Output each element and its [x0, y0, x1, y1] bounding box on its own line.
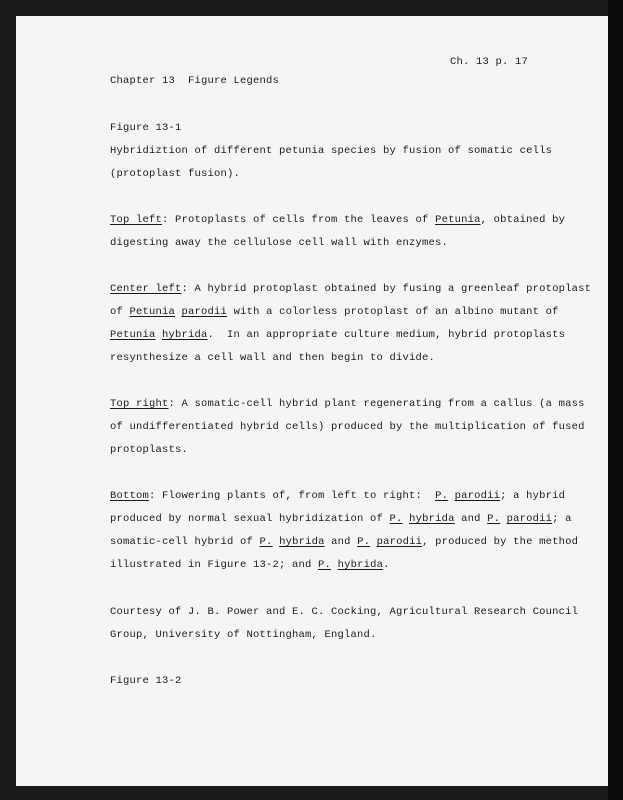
bottom-text: illustrated in Figure 13-2; and [110, 559, 319, 571]
petunia-genus: Petunia [435, 214, 481, 226]
top-left-line-1 [110, 214, 565, 226]
bottom-line-3 [110, 536, 578, 548]
bottom-text: . [383, 559, 390, 571]
genus-abbrev: P. [389, 513, 403, 525]
figure-13-2-label: Figure 13-2 [110, 675, 182, 687]
document-page [16, 16, 608, 786]
center-left-text: . In an appropriate culture medium, hybrid protoplasts [207, 329, 566, 341]
courtesy-line-2: Group, University of Nottingham, England. [110, 629, 377, 641]
top-right-heading: Top right [110, 398, 169, 410]
petunia-genus: Petunia [110, 329, 156, 341]
chapter-title: Chapter 13 Figure Legends [110, 75, 280, 87]
bottom-line-2 [110, 513, 572, 525]
bottom-text: and [454, 513, 488, 525]
bottom-text: ; a hybrid [500, 490, 566, 502]
center-left-heading: Center left [110, 283, 182, 295]
top-left-heading: Top left [110, 214, 163, 226]
hybrida-species: hybrida [162, 329, 208, 341]
bottom-text: ; a [552, 513, 572, 525]
bottom-text: produced by normal sexual hybridization of [110, 513, 390, 525]
parodii-species: parodii [181, 306, 228, 318]
figure-13-1-title-line-2: (protoplast fusion). [110, 168, 241, 180]
center-left-text: of [110, 306, 130, 318]
genus-abbrev: P. [435, 490, 449, 502]
parodii-species: parodii [506, 513, 553, 525]
top-right-text: : A somatic-cell hybrid plant regenerating from a callus (a mass [168, 398, 585, 410]
top-left-line-2: digesting away the cellulose cell wall with enzymes. [110, 237, 449, 249]
genus-abbrev: P. [259, 536, 273, 548]
hybrida-species: hybrida [337, 559, 384, 571]
top-right-line-1 [110, 398, 585, 410]
top-left-text-end: , obtained by [480, 214, 566, 226]
center-left-text: with a colorless protoplast of an albino mutant of [227, 306, 559, 318]
petunia-genus: Petunia [129, 306, 176, 318]
bottom-text: and [324, 536, 358, 548]
bottom-line-1 [110, 490, 565, 502]
parodii-species: parodii [376, 536, 423, 548]
parodii-species: parodii [454, 490, 501, 502]
bottom-heading: Bottom [110, 490, 150, 502]
bottom-text: , produced by the method [422, 536, 579, 548]
center-left-line-4: resynthesize a cell wall and then begin to divide. [110, 352, 436, 364]
genus-abbrev: P. [357, 536, 371, 548]
hybrida-species: hybrida [409, 513, 455, 525]
bottom-text: somatic-cell hybrid of [110, 536, 260, 548]
center-left-line-2 [110, 306, 559, 318]
courtesy-line-1: Courtesy of J. B. Power and E. C. Cocking, Agricultural Research Council [110, 606, 579, 618]
genus-abbrev: P. [318, 559, 332, 571]
page-reference: Ch. 13 p. 17 [450, 56, 529, 68]
scanner-border [608, 0, 623, 800]
top-right-line-2: of undifferentiated hybrid cells) produced by the multiplication of fused [110, 421, 585, 433]
bottom-line-4 [110, 559, 390, 571]
top-left-text: : Protoplasts of cells from the leaves of [162, 214, 436, 226]
bottom-text: : Flowering plants of, from left to right: [149, 490, 436, 502]
figure-13-1-label: Figure 13-1 [110, 122, 182, 134]
top-right-line-3: protoplasts. [110, 444, 189, 456]
hybrida-species: hybrida [279, 536, 325, 548]
center-left-text: : A hybrid protoplast obtained by fusing a greenleaf protoplast [181, 283, 592, 295]
figure-13-1-title-line-1: Hybridiztion of different petunia species by fusion of somatic cells [110, 145, 553, 157]
center-left-line-3 [110, 329, 565, 341]
genus-abbrev: P. [487, 513, 501, 525]
center-left-line-1 [110, 283, 591, 295]
